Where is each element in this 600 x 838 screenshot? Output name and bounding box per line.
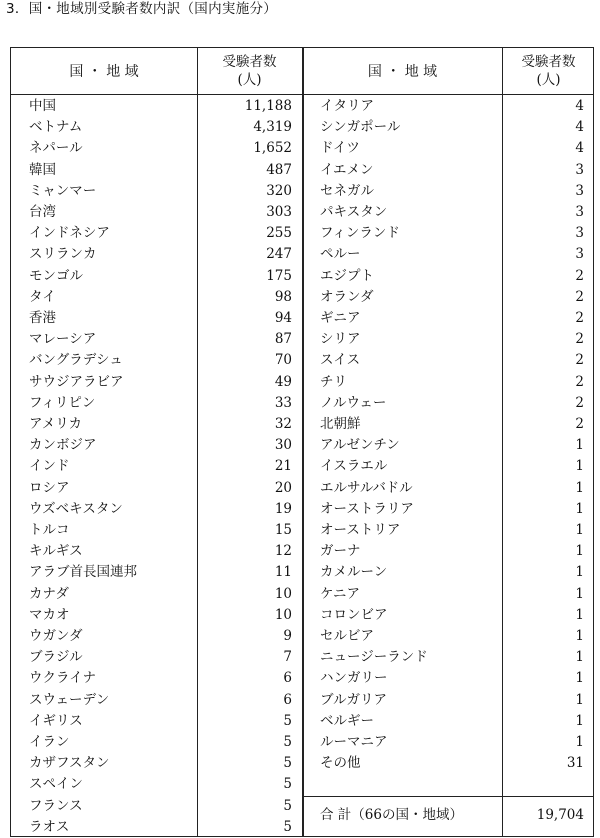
- table-row: [320, 223, 584, 244]
- country-name: ブラジル: [29, 649, 83, 666]
- examinee-count: 3: [575, 204, 584, 220]
- examinee-count: 19: [274, 500, 292, 517]
- country-name: アラブ首長国連邦: [29, 564, 137, 581]
- table-row: [320, 96, 584, 117]
- country-name: ブルガリア: [320, 691, 387, 708]
- header-count-label: 受験者数: [222, 54, 277, 70]
- country-name: キルギス: [29, 543, 83, 560]
- table-row: [29, 817, 292, 838]
- country-name: チリ: [320, 373, 347, 390]
- table-row: [320, 584, 584, 605]
- examinee-count: 21: [274, 458, 292, 475]
- column-divider-center: [302, 48, 304, 836]
- examinee-count: 1: [575, 649, 584, 666]
- examinee-count: 7: [283, 649, 292, 666]
- country-name: ルーマニア: [320, 734, 388, 750]
- header-count-label: 受験者数: [521, 54, 576, 70]
- table-row: [320, 372, 584, 393]
- country-name: トルコ: [29, 522, 70, 538]
- examinee-count: 1,652: [253, 140, 292, 157]
- table-row: [320, 435, 584, 456]
- examinee-count: 1: [575, 734, 584, 750]
- examinee-count: 5: [283, 776, 292, 793]
- examinee-count: 5: [283, 797, 292, 814]
- country-name: ウクライナ: [29, 670, 97, 687]
- examinee-count: 5: [283, 734, 292, 750]
- table-row: [320, 414, 584, 435]
- country-name: モンゴル: [29, 267, 83, 284]
- examinee-count: 94: [274, 310, 292, 326]
- header-count-unit: (人): [536, 72, 561, 88]
- country-name: イエメン: [320, 161, 374, 178]
- country-name: パキスタン: [320, 204, 388, 220]
- table-row: [29, 562, 292, 583]
- examinee-count: 98: [274, 288, 292, 305]
- country-name: コロンビア: [320, 606, 388, 623]
- examinee-count: 2: [575, 394, 584, 411]
- country-name: 香港: [29, 310, 56, 326]
- examinee-count: 1: [575, 522, 584, 538]
- table-row: [320, 499, 584, 520]
- country-name: タイ: [29, 288, 56, 305]
- country-name: カンボジア: [29, 437, 97, 454]
- header-count-right: [502, 48, 595, 94]
- examinee-count: 2: [575, 310, 584, 326]
- table-row: [320, 732, 584, 753]
- examinee-count: 4: [575, 119, 584, 136]
- country-name: フィンランド: [320, 225, 400, 242]
- country-name: カナダ: [29, 585, 69, 602]
- table-row: [320, 626, 584, 647]
- country-name: インド: [29, 458, 70, 475]
- country-name: ネパール: [29, 140, 83, 157]
- table-row: [320, 329, 584, 350]
- table-row: [29, 690, 292, 711]
- examinee-count: 255: [266, 225, 292, 242]
- examinee-count: 2: [575, 331, 584, 348]
- country-name: ペルー: [320, 246, 361, 263]
- table-row: [29, 774, 292, 795]
- country-name: 台湾: [29, 204, 56, 220]
- table-row: [320, 266, 584, 287]
- country-name: シリア: [320, 331, 361, 348]
- examinee-count: 3: [575, 182, 584, 199]
- total-label: 合 計（66の国・地域）: [320, 807, 463, 823]
- country-count-table: [10, 47, 594, 837]
- header-divider: [11, 94, 593, 95]
- country-name: イギリス: [29, 712, 83, 729]
- country-name: フランス: [29, 797, 83, 814]
- country-name: ロシア: [29, 479, 70, 496]
- examinee-count: 6: [283, 691, 292, 708]
- examinee-count: 1: [575, 628, 584, 644]
- table-row: [320, 160, 584, 181]
- examinee-count: 2: [575, 416, 584, 432]
- examinee-count: 1: [575, 691, 584, 708]
- table-row: [29, 456, 292, 477]
- examinee-count: 3: [575, 161, 584, 178]
- table-row: [320, 181, 584, 202]
- table-row: [320, 753, 584, 774]
- country-name: ギニア: [320, 310, 361, 326]
- examinee-count: 5: [283, 818, 292, 835]
- table-row: [29, 668, 292, 689]
- examinee-count: 12: [274, 543, 292, 560]
- country-name: ノルウェー: [320, 394, 387, 411]
- table-row: [29, 647, 292, 668]
- country-name: ニュージーランド: [320, 649, 428, 666]
- table-row: [29, 605, 292, 626]
- country-name: ケニア: [320, 585, 360, 602]
- country-name: ウガンダ: [29, 628, 83, 644]
- examinee-count: 2: [575, 352, 584, 369]
- examinee-count: 2: [575, 288, 584, 305]
- table-row: [29, 160, 292, 181]
- country-name: エジプト: [320, 267, 374, 284]
- country-name: オーストラリア: [320, 500, 414, 517]
- examinee-count: 1: [575, 543, 584, 560]
- examinee-count: 70: [274, 352, 292, 369]
- table-row: [320, 138, 584, 159]
- table-row: [29, 584, 292, 605]
- table-row: [29, 711, 292, 732]
- examinee-count: 1: [575, 712, 584, 729]
- table-row: [320, 562, 584, 583]
- examinee-count: 4: [575, 140, 584, 157]
- header-region-left: 国 ・ 地 域: [69, 64, 139, 80]
- table-row: [29, 202, 292, 223]
- examinee-count: 2: [575, 373, 584, 390]
- table-row: [29, 499, 292, 520]
- country-name: マレーシア: [29, 331, 97, 348]
- examinee-count: 1: [575, 437, 584, 454]
- examinee-count: 320: [266, 182, 292, 199]
- country-name: イラン: [29, 734, 70, 750]
- examinee-count: 1: [575, 479, 584, 496]
- examinee-count: 1: [575, 670, 584, 687]
- examinee-count: 3: [575, 225, 584, 242]
- total-value: 19,704: [536, 807, 584, 823]
- examinee-count: 6: [283, 670, 292, 687]
- examinee-count: 303: [266, 204, 292, 220]
- section-heading: 3．国・地域別受験者数内訳（国内実施分）: [6, 1, 278, 17]
- country-name: オーストリア: [320, 522, 401, 538]
- examinee-count: 49: [274, 373, 292, 390]
- table-row: [29, 223, 292, 244]
- table-row: [29, 732, 292, 753]
- examinee-count: 1: [575, 458, 584, 475]
- examinee-count: 11,188: [244, 98, 292, 114]
- examinee-count: 9: [283, 628, 292, 644]
- country-name: インドネシア: [29, 225, 110, 242]
- table-row: [320, 478, 584, 499]
- examinee-count: 247: [266, 246, 292, 263]
- country-name: スペイン: [29, 776, 83, 793]
- country-name: ガーナ: [320, 543, 361, 560]
- table-row: [320, 350, 584, 371]
- examinee-count: 3: [575, 246, 584, 263]
- table-row: [320, 244, 584, 265]
- table-row: [320, 541, 584, 562]
- table-row: [320, 605, 584, 626]
- table-row: [320, 287, 584, 308]
- table-row: [29, 414, 292, 435]
- table-row: [29, 117, 292, 138]
- country-name: カザフスタン: [29, 755, 110, 772]
- examinee-count: 1: [575, 564, 584, 581]
- examinee-count: 15: [274, 522, 292, 538]
- examinee-count: 5: [283, 712, 292, 729]
- country-name: オランダ: [320, 288, 374, 305]
- country-name: カメルーン: [320, 564, 388, 581]
- country-name: 北朝鮮: [320, 416, 361, 432]
- country-name: スイス: [320, 352, 361, 369]
- table-row: [29, 329, 292, 350]
- country-name: ラオス: [29, 818, 70, 835]
- examinee-count: 20: [274, 479, 292, 496]
- country-name: マカオ: [29, 606, 70, 623]
- total-divider: [303, 796, 593, 797]
- country-name: セネガル: [320, 182, 374, 199]
- table-row: [320, 711, 584, 732]
- table-row: [320, 647, 584, 668]
- table-row: [29, 308, 292, 329]
- examinee-count: 10: [274, 606, 292, 623]
- examinee-count: 175: [266, 267, 292, 284]
- country-name: ハンガリー: [320, 670, 388, 687]
- examinee-count: 5: [283, 755, 292, 772]
- examinee-count: 2: [575, 267, 584, 284]
- table-row: [320, 202, 584, 223]
- country-name: バングラデシュ: [29, 352, 123, 369]
- examinee-count: 30: [274, 437, 292, 454]
- examinee-count: 32: [274, 416, 292, 432]
- header-region-right: 国 ・ 地 域: [367, 64, 438, 80]
- country-name: スウェーデン: [29, 691, 110, 708]
- table-row: [29, 372, 292, 393]
- table-row: [320, 520, 584, 541]
- table-row: [29, 350, 292, 371]
- header-count-left: [197, 48, 302, 94]
- table-row: [29, 541, 292, 562]
- table-row: [29, 287, 292, 308]
- examinee-count: 487: [266, 161, 292, 178]
- examinee-count: 4,319: [253, 119, 292, 136]
- country-name: アメリカ: [29, 416, 83, 432]
- table-row: [29, 626, 292, 647]
- country-name: スリランカ: [29, 246, 97, 263]
- examinee-count: 1: [575, 606, 584, 623]
- table-row: [29, 796, 292, 817]
- country-name: 韓国: [29, 161, 56, 178]
- country-name: シンガポール: [320, 119, 401, 136]
- table-row: [29, 435, 292, 456]
- header-count-unit: (人): [237, 72, 262, 88]
- table-row: [320, 117, 584, 138]
- country-name: 中国: [29, 98, 56, 114]
- table-row: [29, 181, 292, 202]
- table-row: [320, 393, 584, 414]
- examinee-count: 10: [274, 585, 292, 602]
- table-row: [29, 138, 292, 159]
- examinee-count: 87: [274, 331, 292, 348]
- table-row: [320, 668, 584, 689]
- country-name: セルビア: [320, 628, 374, 644]
- table-row: [29, 244, 292, 265]
- country-name: ベトナム: [29, 119, 83, 136]
- table-row: [320, 690, 584, 711]
- examinee-count: 1: [575, 500, 584, 517]
- table-row: [29, 393, 292, 414]
- country-name: フィリピン: [29, 394, 96, 411]
- examinee-count: 4: [575, 98, 584, 114]
- country-name: ドイツ: [320, 140, 360, 157]
- country-name: ミャンマー: [29, 182, 97, 199]
- table-row: [320, 308, 584, 329]
- country-name: エルサルバドル: [320, 479, 413, 496]
- table-row: [29, 266, 292, 287]
- country-name: その他: [320, 755, 361, 772]
- country-name: ウズベキスタン: [29, 500, 123, 517]
- country-name: サウジアラビア: [29, 373, 124, 390]
- country-name: ベルギー: [320, 712, 374, 729]
- examinee-count: 31: [566, 755, 584, 772]
- examinee-count: 11: [274, 564, 292, 581]
- table-row: [29, 520, 292, 541]
- table-row: [29, 478, 292, 499]
- country-name: イタリア: [320, 98, 374, 114]
- table-row: [29, 96, 292, 117]
- table-row: [320, 456, 584, 477]
- country-name: アルゼンチン: [320, 437, 400, 454]
- examinee-count: 1: [575, 585, 584, 602]
- examinee-count: 33: [274, 394, 292, 411]
- table-row: [29, 753, 292, 774]
- country-name: イスラエル: [320, 458, 388, 475]
